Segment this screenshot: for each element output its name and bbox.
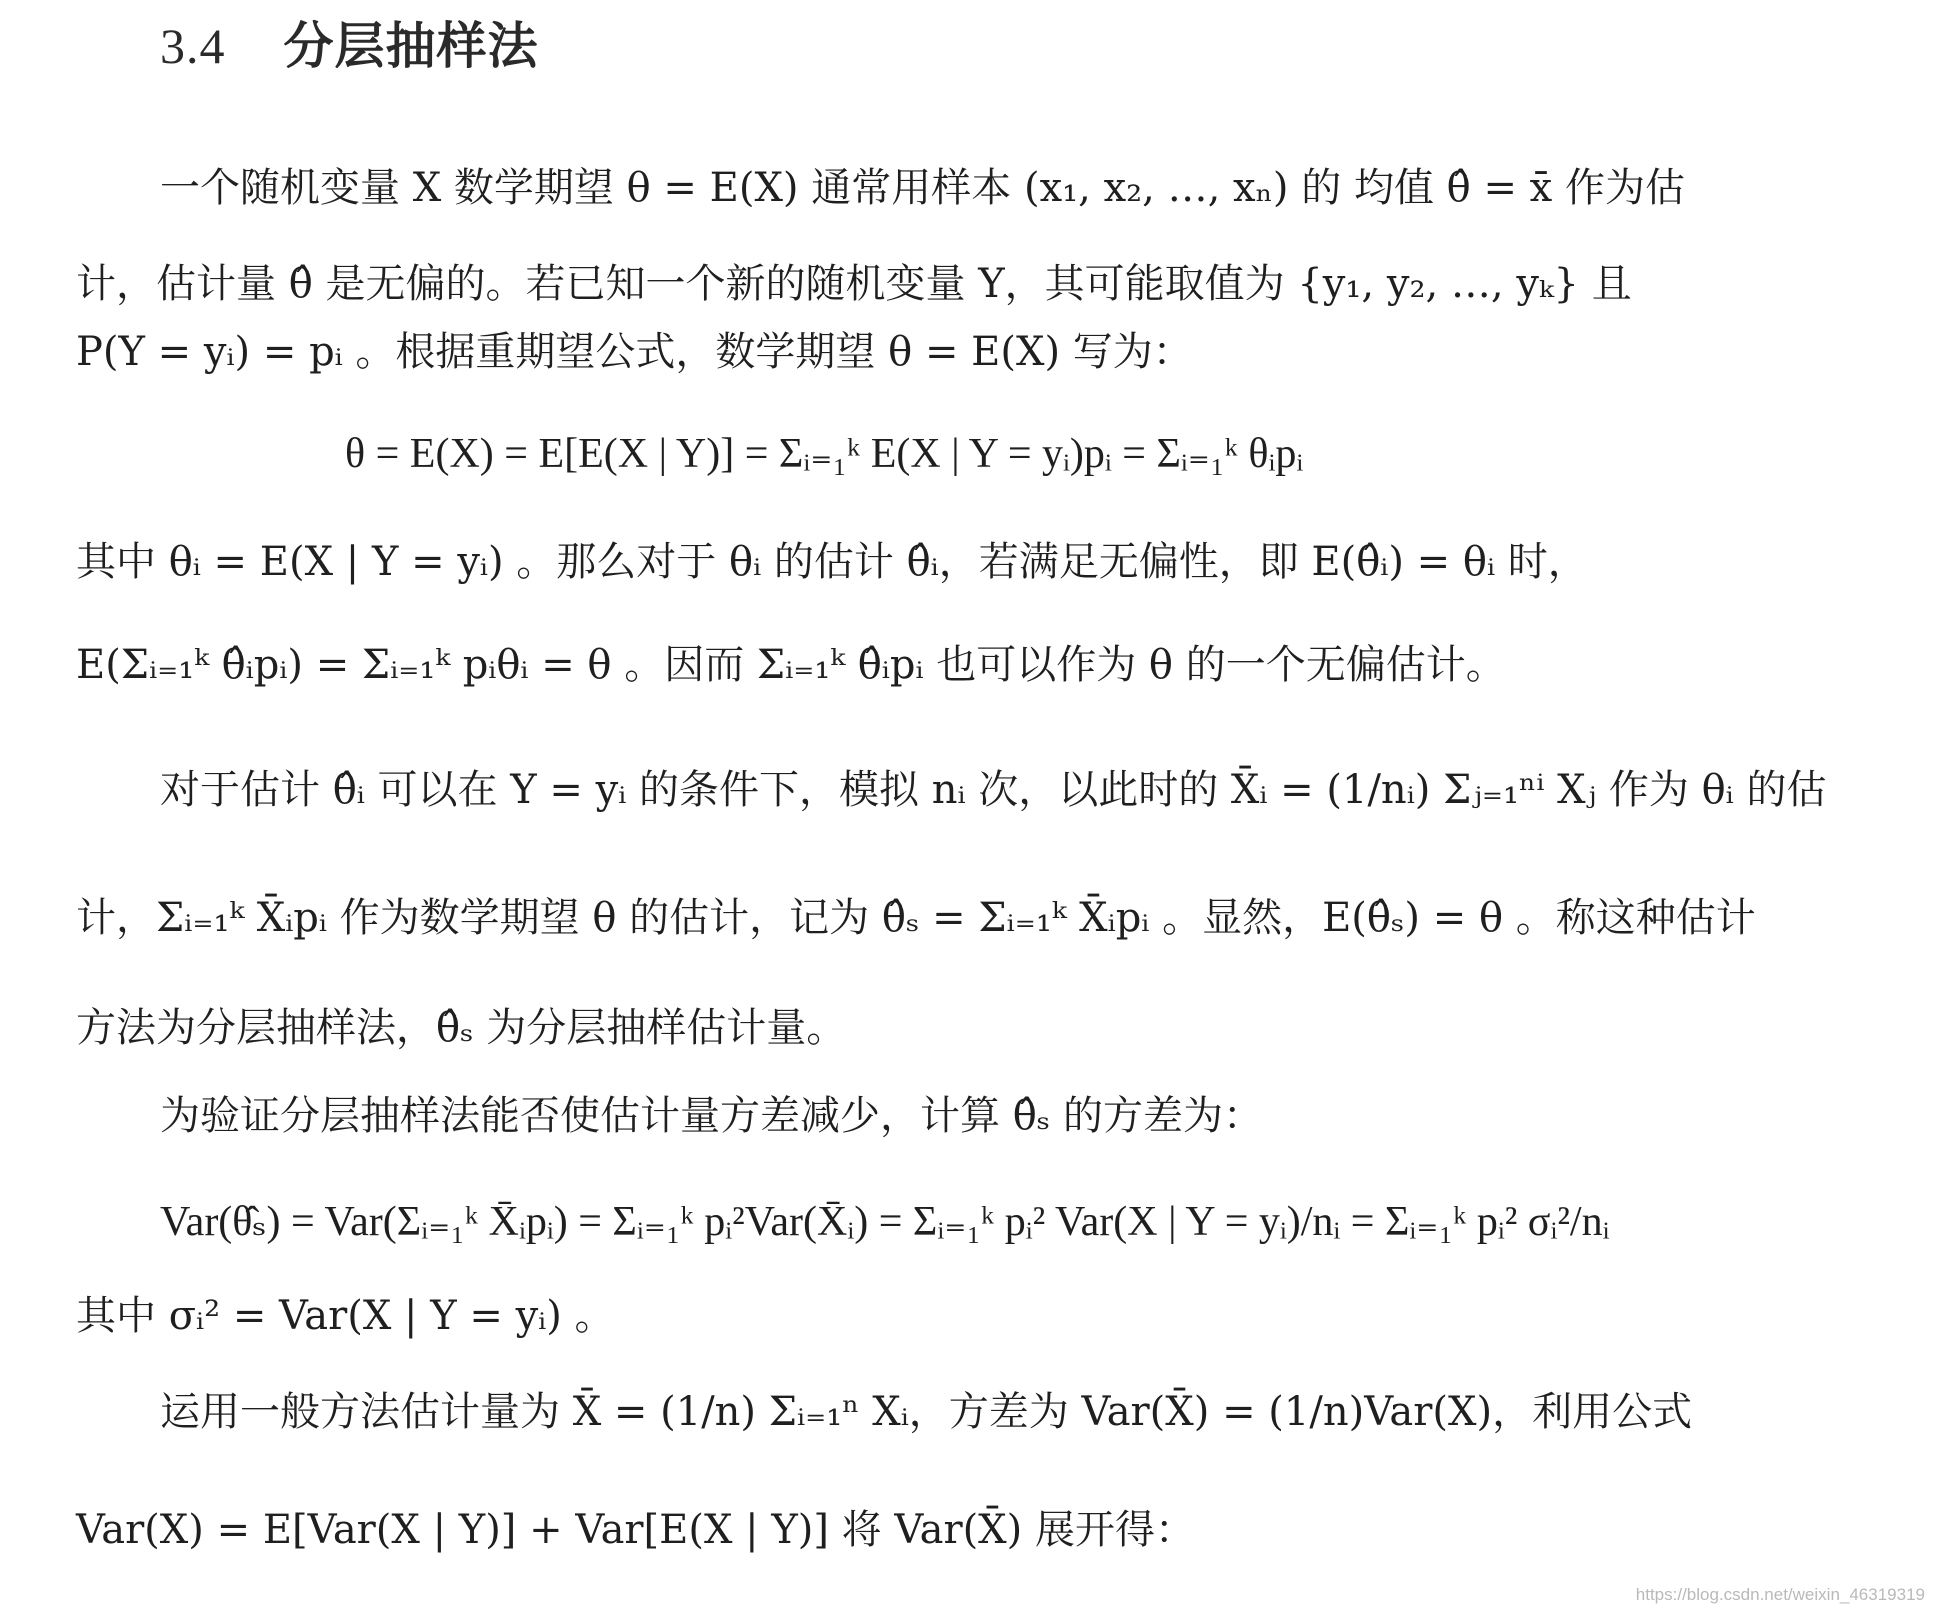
- section-title: 分层抽样法: [283, 17, 539, 75]
- equation-total-expectation: θ = E(X) = E[E(X | Y)] = Σᵢ₌₁ᵏ E(X | Y = yᵢ)pᵢ = Σᵢ₌₁ᵏ θᵢpᵢ: [345, 431, 1304, 477]
- section-number: 3.4: [160, 18, 226, 74]
- paragraph-3-line-1: 对于估计 θ̂ᵢ 可以在 Y = yᵢ 的条件下，模拟 nᵢ 次，以此时的 X̄ᵢ = (1/nᵢ) Σⱼ₌₁ⁿⁱ Xⱼ 作为 θᵢ 的估: [160, 767, 1827, 813]
- paragraph-1-line-3: P(Y = yᵢ) = pᵢ 。根据重期望公式，数学期望 θ = E(X) 写为：: [76, 329, 1193, 375]
- paragraph-2-line-1: 其中 θᵢ = E(X | Y = yᵢ) 。那么对于 θᵢ 的估计 θ̂ᵢ，若满足无偏性，即 E(θ̂ᵢ) = θᵢ 时，: [76, 539, 1588, 585]
- paragraph-4-line-2: 其中 σᵢ² = Var(X | Y = yᵢ) 。: [76, 1293, 615, 1339]
- paragraph-3-line-2: 计，Σᵢ₌₁ᵏ X̄ᵢpᵢ 作为数学期望 θ 的估计，记为 θ̂ₛ = Σᵢ₌₁ᵏ X̄ᵢpᵢ 。显然，E(θ̂ₛ) = θ 。称这种估计: [76, 895, 1756, 941]
- paragraph-5-line-2: Var(X) = E[Var(X | Y)] + Var[E(X | Y)] 将 Var(X̄) 展开得：: [76, 1507, 1195, 1553]
- paragraph-3-line-3: 方法为分层抽样法，θ̂ₛ 为分层抽样估计量。: [76, 1005, 847, 1051]
- paragraph-2-line-2: E(Σᵢ₌₁ᵏ θ̂ᵢpᵢ) = Σᵢ₌₁ᵏ pᵢθᵢ = θ 。因而 Σᵢ₌₁ᵏ θ̂ᵢpᵢ 也可以作为 θ 的一个无偏估计。: [76, 642, 1506, 688]
- section-heading: [160, 6, 539, 78]
- paragraph-1-line-2: 计，估计量 θ̂ 是无偏的。若已知一个新的随机变量 Y，其可能取值为 {y₁, y₂, …, yₖ} 且: [76, 261, 1632, 307]
- equation-stratified-variance: Var(θ̂ₛ) = Var(Σᵢ₌₁ᵏ X̄ᵢpᵢ) = Σᵢ₌₁ᵏ pᵢ²Var(X̄ᵢ) = Σᵢ₌₁ᵏ pᵢ² Var(X | Y = yᵢ)/nᵢ = Σᵢ₌₁ᵏ pᵢ² σᵢ²/nᵢ: [160, 1199, 1610, 1245]
- paragraph-4-line-1: 为验证分层抽样法能否使估计量方差减少，计算 θ̂ₛ 的方差为：: [160, 1093, 1263, 1139]
- paragraph-1-line-1: 一个随机变量 X 数学期望 θ = E(X) 通常用样本 (x₁, x₂, …, xₙ) 的 均值 θ̂ = x̄ 作为估: [160, 165, 1685, 211]
- watermark: https://blog.csdn.net/weixin_46319319: [1635, 1585, 1925, 1604]
- paragraph-5-line-1: 运用一般方法估计量为 X̄ = (1/n) Σᵢ₌₁ⁿ Xᵢ，方差为 Var(X̄) = (1/n)Var(X)，利用公式: [160, 1389, 1693, 1435]
